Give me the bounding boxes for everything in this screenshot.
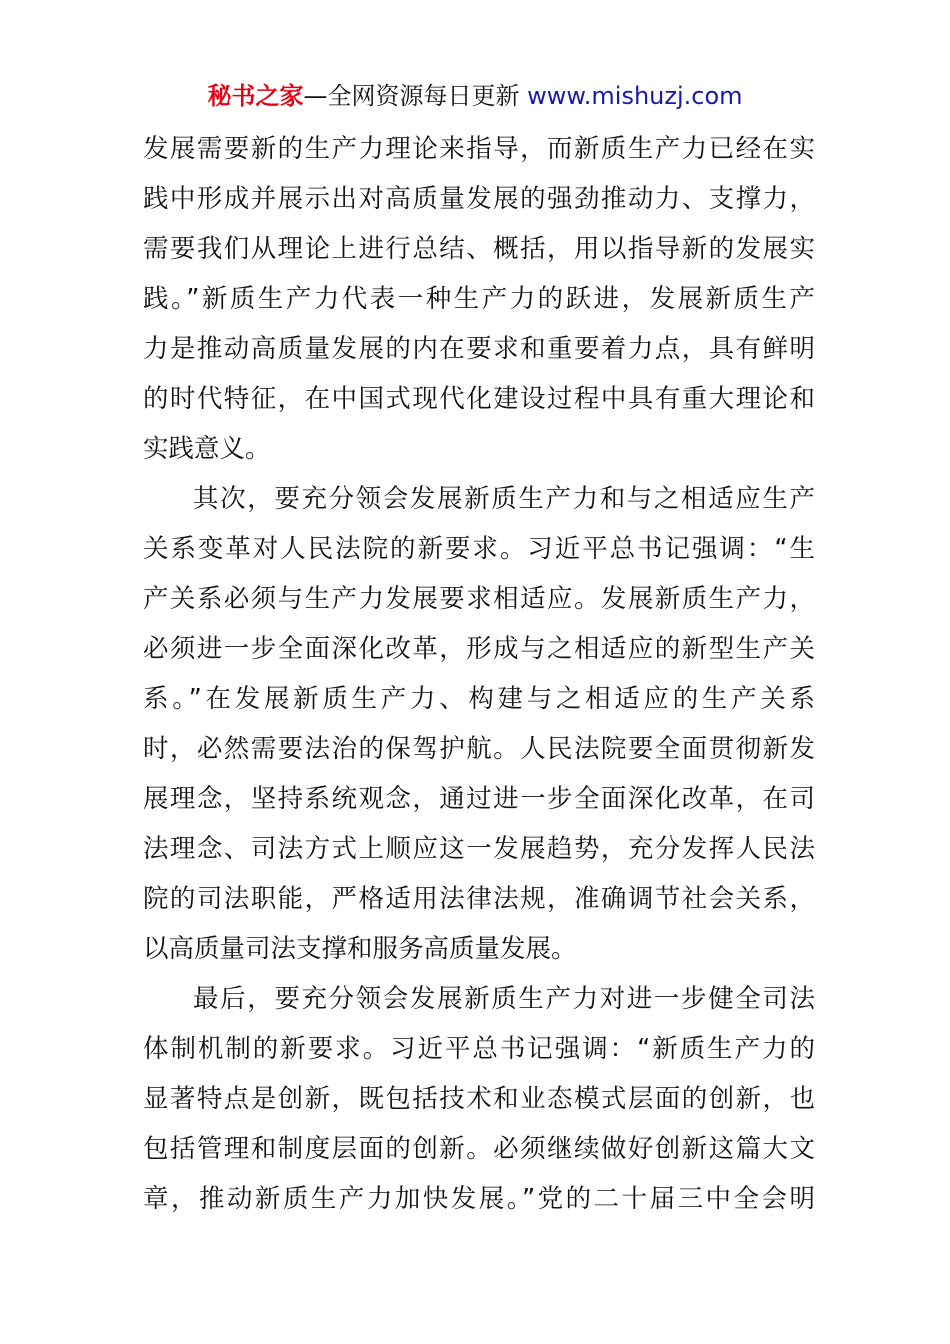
- text-line: 践。”新质生产力代表一种生产力的跃进，发展新质生产: [143, 284, 815, 314]
- text-line: 包括管理和制度层面的创新。必须继续做好创新这篇大文: [143, 1134, 815, 1164]
- text-line: 力是推动高质量发展的内在要求和重要着力点，具有鲜明: [143, 334, 815, 364]
- text-line: 章，推动新质生产力加快发展。”党的二十届三中全会明: [143, 1184, 815, 1214]
- text-line-paragraph-start: 最后，要充分领会发展新质生产力对进一步健全司法: [193, 984, 815, 1014]
- text-line: 践中形成并展示出对高质量发展的强劲推动力、支撑力，: [143, 184, 815, 214]
- text-line: 院的司法职能，严格适用法律法规，准确调节社会关系，: [143, 884, 815, 914]
- text-line: 发展需要新的生产力理论来指导，而新质生产力已经在实: [143, 134, 815, 164]
- site-brand: 秘书之家: [207, 82, 304, 110]
- text-line: 必须进一步全面深化改革，形成与之相适应的新型生产关: [143, 634, 815, 664]
- text-line: 关系变革对人民法院的新要求。习近平总书记强调：“生: [143, 534, 815, 564]
- text-line-paragraph-end: 实践意义。: [143, 434, 271, 464]
- site-header: [0, 80, 950, 112]
- text-line: 的时代特征，在中国式现代化建设过程中具有重大理论和: [143, 384, 815, 414]
- document-body: [143, 124, 815, 1224]
- text-line: 需要我们从理论上进行总结、概括，用以指导新的发展实: [143, 234, 815, 264]
- site-tagline: —全网资源每日更新: [303, 82, 528, 110]
- text-line-paragraph-end: 以高质量司法支撑和服务高质量发展。: [143, 934, 577, 964]
- text-line: 时，必然需要法治的保驾护航。人民法院要全面贯彻新发: [143, 734, 815, 764]
- text-line: 显著特点是创新，既包括技术和业态模式层面的创新，也: [143, 1084, 815, 1114]
- text-line: 体制机制的新要求。习近平总书记强调：“新质生产力的: [143, 1034, 815, 1064]
- text-line-paragraph-start: 其次，要充分领会发展新质生产力和与之相适应生产: [193, 484, 815, 514]
- text-line: 产关系必须与生产力发展要求相适应。发展新质生产力，: [143, 584, 815, 614]
- text-line: 展理念，坚持系统观念，通过进一步全面深化改革，在司: [143, 784, 815, 814]
- site-url: www.mishuzj.com: [527, 82, 743, 110]
- text-line: 法理念、司法方式上顺应这一发展趋势，充分发挥人民法: [143, 834, 815, 864]
- text-line: 系。”在发展新质生产力、构建与之相适应的生产关系: [143, 684, 815, 714]
